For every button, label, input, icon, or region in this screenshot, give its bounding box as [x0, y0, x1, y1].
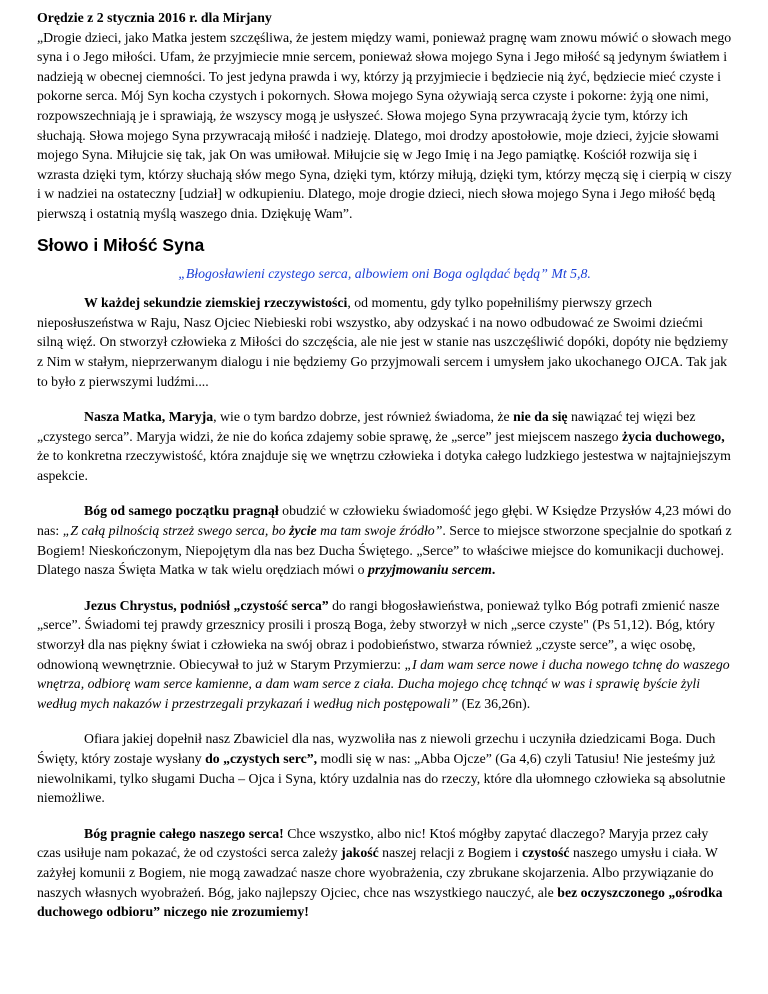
- paragraph-4: [37, 596, 732, 714]
- p6-bold-3: bez oczyszczonego „ośrodka duchowego odbioru” niczego nie zrozumiemy!: [37, 884, 723, 920]
- p6-text-3: naszego umysłu i ciała. W zażyłej komunii z Bogiem, nie mogą zawadzać nasze chore wyobrażenia, czy zbrukane skojarzenia. Albo przywiązanie do naszych własnych wyobrażeń. Bóg, jako najlepszy Ojciec, chce nas wszystkiego nauczyć, ale: [37, 845, 718, 900]
- p1-lead: W każdej sekundzie ziemskiej rzeczywistości: [84, 295, 348, 311]
- p2-text-3: że to konkretna rzeczywistość, która znajduje się we wnętrzu człowieka i dotyka całego ludzkiego jestestwa w najtajniejszym aspekcie.: [37, 448, 731, 483]
- p1-text: , od momentu, gdy tylko popełniliśmy pierwszy grzech nieposłuszeństwa w Raju, Nasz Ojciec Niebieski robi wszystko, aby odzyskać i na nowo odbudować ze Swoimi dziećmi silną więź. On stworzył człowieka z Miłości do szczęścia, ale nie jest w stanie nas uszczęśliwić dopóki, dopóty nie będziemy z Nim w stałym, nieprzerwanym dialogu i nie będziemy Go przyjmowali sercem i umysłem jako ukochanego OJCA. Tak jak to było z pierwszymi ludźmi....: [37, 295, 729, 389]
- p3-text-3: .: [491, 562, 496, 578]
- p6-bold-1: jakość: [341, 845, 379, 861]
- p3-text-1: obudzić w człowieku świadomość jego głębi. W Księdze Przysłów 4,23 mówi do nas:: [37, 503, 732, 539]
- p4-quote: „I dam wam serce nowe i ducha nowego tchnę do waszego wnętrza, odbiorę wam serce kamienne, a dam wam serce z ciała. Ducha mojego chcę tchnąć w was i sprawię byście żyli według mych nakazów i przestrzegali przykazań i według nich postępowali”: [37, 656, 730, 711]
- p4-lead: Jezus Chrystus, podniósł „czystość serca”: [84, 597, 329, 613]
- paragraph-5: [37, 729, 732, 807]
- message-title: Orędzie z 2 stycznia 2016 r. dla Mirjany: [37, 10, 272, 25]
- p2-text-1: , wie o tym bardzo dobrze, jest również świadoma, że: [213, 409, 514, 425]
- p2-bold-1: nie da się: [513, 409, 568, 425]
- p3-text-2: . Serce to miejsce stworzone specjalnie do spotkań z Bogiem! Nieskończonym, Niepojętym dla nas bez Ducha Świętego. „Serce” to właściwe miejsce do komunikacji duchowej. Dlatego nasza Święta Matka w tak wielu orędziach mówi o: [37, 523, 732, 578]
- p5-text-1: Ofiara jakiej dopełnił nasz Zbawiciel dla nas, wyzwoliła nas z niewoli grzechu i uczyniła dziedzicami Boga. Duch Święty, który zostaje wysłany: [37, 731, 716, 766]
- p3-quote-1: „Z całą pilnością strzeż swego serca, bo: [62, 523, 290, 539]
- p3-quote-2: ma tam swoje źródło”: [316, 523, 443, 539]
- section-heading: Słowo i Miłość Syna: [37, 234, 205, 255]
- p3-quote-bold: życie: [289, 523, 317, 539]
- p6-bold-2: czystość: [522, 845, 570, 861]
- p4-text-1: do rangi błogosławieństwa, ponieważ tylko Bóg potrafi zmienić nasze „serce”. Świadomi tej prawdy grzesznicy prosili i proszą Boga, żeby stworzył w nich „serce czyste" (Ps 51,12). Bóg, który stworzył dla nas piękny świat i człowieka na swój obraz i podobieństwo, stwarza również „czyste serce”, a więc osobę, odnowioną wewnętrznie. Obiecywał to już w Starym Przymierzu:: [37, 597, 720, 672]
- paragraph-2: [37, 407, 732, 485]
- p2-text-2: nawiązać tej więzi bez „czystego serca”. Maryja widzi, że nie do końca zdajemy sobie sprawę, że „serce” jest miejscem naszego: [37, 409, 696, 444]
- p6-lead: Bóg pragnie całego naszego serca!: [84, 825, 284, 841]
- p2-bold-2: życia duchowego,: [621, 428, 725, 444]
- paragraph-1: [37, 293, 732, 391]
- bible-motto: „Błogosławieni czystego serca, albowiem oni Boga oglądać będą” Mt 5,8.: [178, 265, 591, 281]
- p4-text-2: (Ez 36,26n).: [458, 695, 531, 711]
- paragraph-3: [37, 501, 732, 579]
- p6-text-2: naszej relacji z Bogiem i: [378, 845, 522, 861]
- p3-lead: Bóg od samego początku pragnął: [84, 503, 279, 519]
- p5-text-2: modli się w nas: „Abba Ojcze” (Ga 4,6) czyli Tatusiu! Nie jesteśmy już niewolnikami, tylko sługami Ducha – Ojca i Syna, który uzdalnia nas do rzeczy, które dla ułomnego człowieka są absolutnie niemożliwe.: [37, 751, 726, 806]
- p3-bold-italic: przyjmowaniu sercem: [368, 562, 492, 578]
- p5-bold-1: do „czystych serc”,: [205, 751, 318, 766]
- p6-text-1: Chce wszystko, albo nic! Ktoś mógłby zapytać dlaczego? Maryja przez cały czas usiłuje nam pokazać, że od czystości serca zależy: [37, 825, 709, 861]
- p2-lead: Nasza Matka, Maryja: [84, 409, 214, 425]
- paragraph-6: [37, 824, 732, 922]
- message-body: „Drogie dzieci, jako Matka jestem szczęśliwa, że jestem między wami, ponieważ pragnę wam znowu mówić o słowach mego syna i o Jego miłości. Ufam, że przyjmiecie mnie sercem, ponieważ słowa mojego Syna i Jego miłość są jedynym światłem i nadzieją w obecnej ciemności. To jest jedyna prawda i wy, którzy ją przyjmiecie i będziecie nią żyć, będziecie mieć czyste i pokorne serca. Mój Syn kocha czystych i pokornych. Słowa mojego Syna ożywiają serca czyste i pokorne: żyją one nimi, rozpowszechniają je i sprawiają, że wszyscy mogą je usłyszeć. Słowa mojego Syna przywracają życie tym, którzy ich słuchają. Słowa mojego Syna przywracają miłość i nadzieję. Dlatego, moi drodzy apostołowie, moje dzieci, żyjcie słowami mojego Syna. Miłujcie się tak, jak On was umiłował. Miłujcie się w Jego Imię i na Jego pamiątkę. Kościół rozwija się i wzrasta dzięki tym, którzy słuchają słów mego Syna, dzięki tym, którzy miłują, dzięki tym, którzy męczą się i cierpią w ciszy i w nadziei na ostateczny [udział] w odkupieniu. Dlatego, moje drogie dzieci, niech słowa mojego Syna i Jego miłość będą pierwszą i ostatnią myślą waszego dnia. Dziękuję Wam”.: [37, 29, 732, 221]
- message-block: [37, 8, 732, 224]
